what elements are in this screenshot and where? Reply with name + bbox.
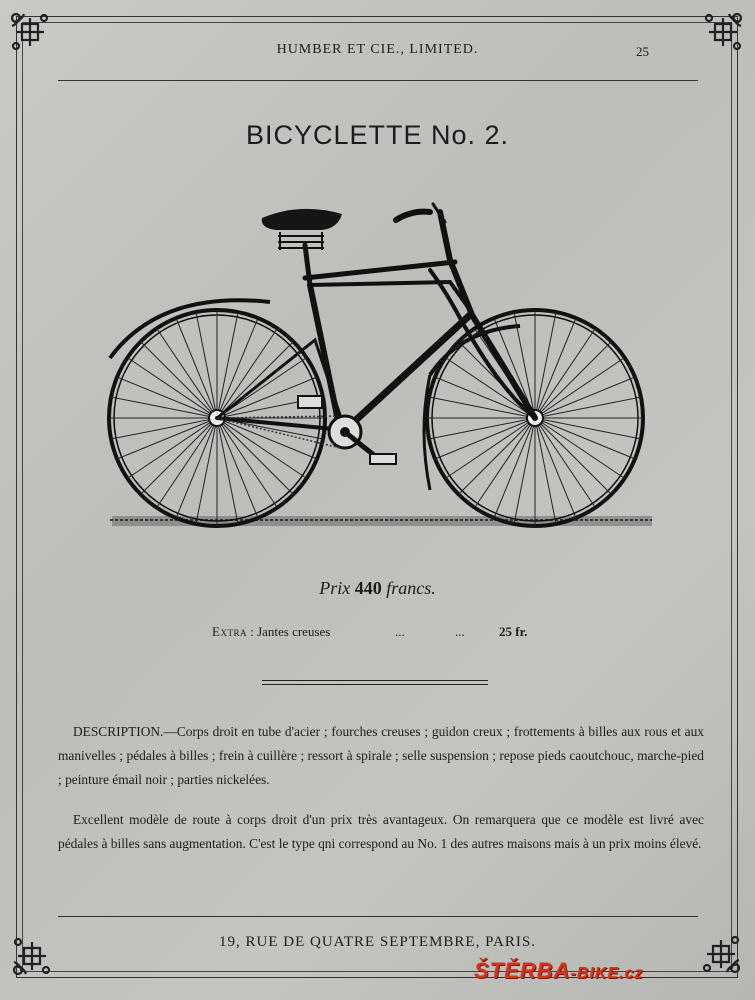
extra-item: : Jantes creuses (250, 624, 331, 639)
footer-address: 19, RUE DE QUATRE SEPTEMBRE, PARIS. (219, 934, 536, 950)
price-suffix: francs. (386, 578, 436, 598)
extra-amount: 25 fr. (499, 624, 528, 639)
extra-leader-dots-1: ... (395, 624, 405, 639)
price-amount: 440 (354, 578, 382, 598)
commentary-text: Excellent modèle de route à corps droit d'un prix très avantageux. On remarquera que ce modèle est livré avec pédales à billes sans augmentation. C'est le type qni correspond au No. 1 des autres maisons mais à un prix moins élevé. (58, 812, 704, 851)
price-line (0, 578, 755, 599)
bicycle-illustration (100, 190, 660, 550)
footer-rule (58, 916, 698, 917)
page-number: 25 (636, 44, 649, 59)
watermark-suffix: -BIKE.cz (570, 965, 644, 982)
rear-wheel (109, 300, 325, 526)
extra-option-line (212, 624, 572, 640)
description-paragraph (58, 720, 704, 792)
header-rule (58, 80, 698, 81)
description-text: DESCRIPTION.—Corps droit en tube d'acier ; fourches creuses ; guidon creux ; frottements à billes aux rous et aux manivelles ; pédales à billes ; frein à cuillère ; ressort à spirale ; selle suspension ; repose pieds caoutchouc, marche-pied ; peinture émail noir ; parties nickelées. (58, 724, 704, 787)
company-header: HUMBER ET CIE., LIMITED. (276, 42, 479, 57)
price-prefix: Prix (319, 578, 351, 598)
watermark-main: ŠTĚRBA (474, 958, 571, 983)
extra-leader-dots-2: ... (455, 624, 465, 639)
commentary-paragraph (58, 808, 704, 856)
product-title: BICYCLETTE No. 2. (245, 120, 510, 150)
extra-label: Extra (212, 624, 247, 639)
watermark-logo (474, 958, 643, 984)
section-divider (262, 680, 488, 688)
